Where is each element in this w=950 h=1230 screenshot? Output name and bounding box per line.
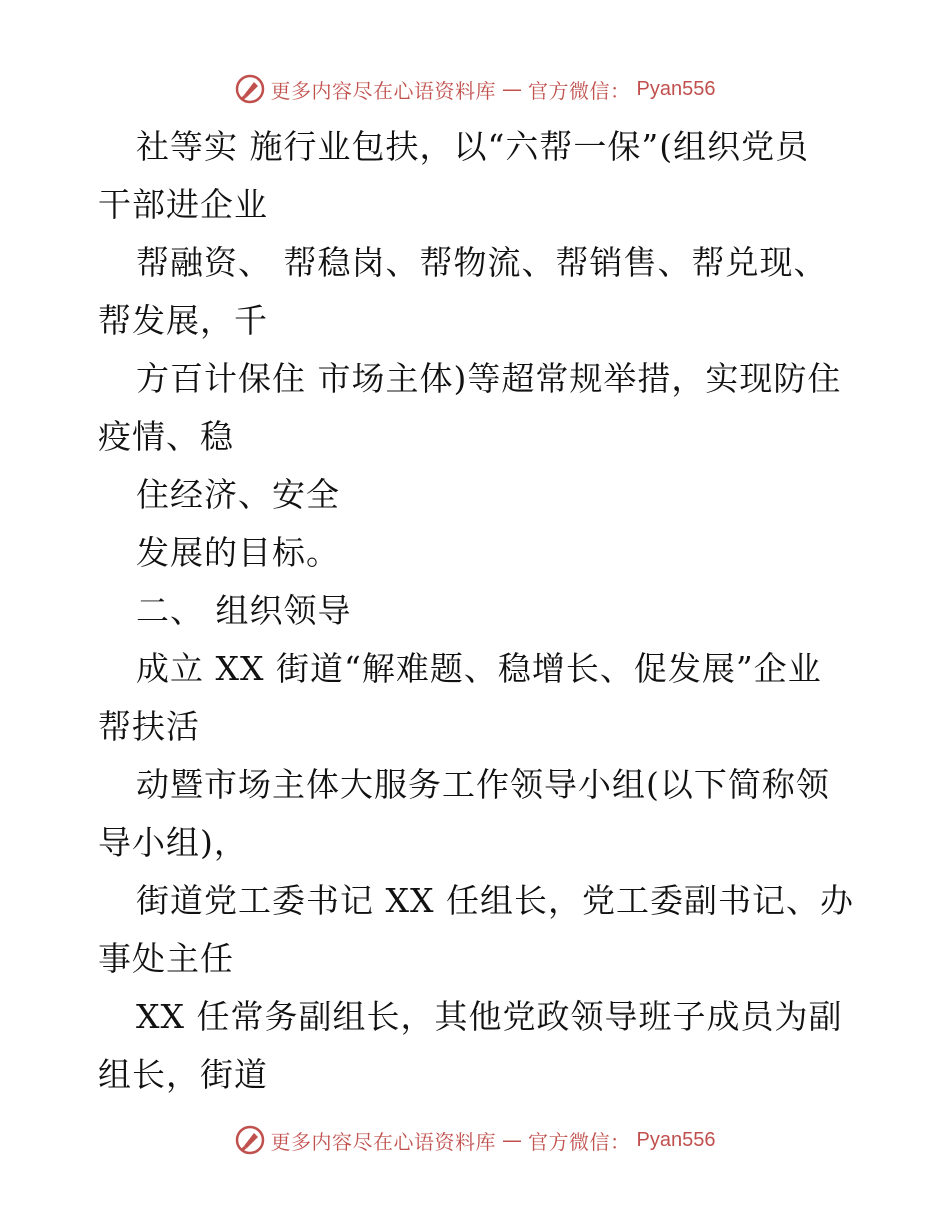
document-body: [98, 118, 858, 1104]
body-line: 事处主任: [98, 939, 234, 978]
watermark-label: 官方微信：: [528, 78, 631, 103]
watermark-separator: —: [502, 1128, 523, 1152]
body-line: 发展的目标。: [136, 533, 340, 572]
body-line: 导小组)，: [98, 823, 248, 862]
pen-nib-icon: [235, 1125, 265, 1155]
watermark-account: Pyan556: [636, 1128, 716, 1151]
body-line: 帮融资、 帮稳岗、帮物流、帮销售、帮兑现、: [136, 243, 828, 282]
body-line: XX 任常务副组长，其他党政领导班子成员为副: [136, 997, 843, 1036]
watermark-label: 官方微信：: [528, 1129, 631, 1154]
body-line: 疫情、稳: [98, 417, 234, 456]
body-line: 街道党工委书记 XX 任组长，党工委副书记、办: [136, 881, 854, 920]
body-line: 组长，街道: [98, 1055, 268, 1094]
watermark-account: Pyan556: [636, 77, 716, 100]
body-line: 干部进企业: [98, 185, 268, 224]
body-line: 动暨市场主体大服务工作领导小组(以下简称领: [136, 765, 830, 804]
body-line: 方百计保住 市场主体)等超常规举措，实现防住: [136, 359, 842, 398]
watermark-brand: 更多内容尽在心语资料库: [270, 1129, 497, 1154]
section-heading: 二、 组织领导: [136, 591, 352, 630]
body-line: 帮扶活: [98, 707, 200, 746]
header-watermark: [0, 72, 950, 106]
body-line: 成立 XX 街道“解难题、稳增长、促发展”企业: [136, 649, 822, 688]
footer-watermark: [0, 1123, 950, 1157]
watermark-separator: —: [502, 77, 523, 101]
pen-nib-icon: [235, 74, 265, 104]
body-line: 社等实 施行业包扶，以“六帮一保”(组织党员: [136, 127, 810, 166]
body-line: 住经济、安全: [136, 475, 340, 514]
body-line: 帮发展，千: [98, 301, 268, 340]
watermark-brand: 更多内容尽在心语资料库: [270, 78, 497, 103]
